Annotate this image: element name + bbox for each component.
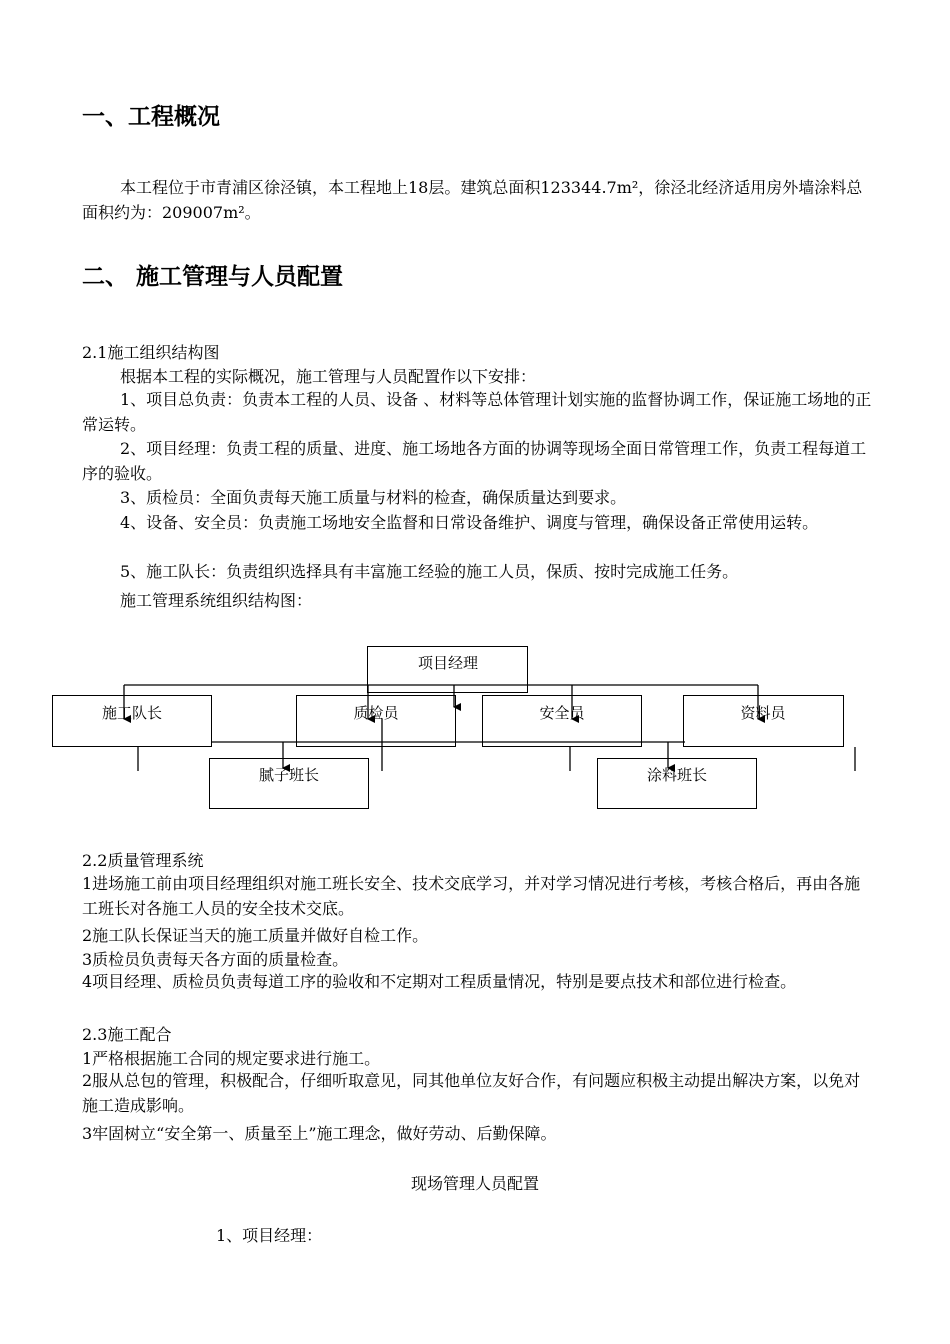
org-label-inspector: 质检员 <box>353 704 399 722</box>
coop-item-2: 2服从总包的管理，积极配合，仔细听取意见，同其他单位友好合作，有问题应积极主动提出解决方案，以免对施工造成影响。 <box>82 1071 861 1115</box>
org-label-safety: 安全员 <box>539 704 585 722</box>
duty-item-3: 3、质检员：全面负责每天施工质量与材料的检查，确保质量达到要求。 <box>120 488 627 507</box>
org-label-records: 资料员 <box>740 704 786 722</box>
staff-item-1: 1、项目经理： <box>216 1226 323 1245</box>
duty-item-2: 2、项目经理：负责工程的质量、进度、施工场地各方面的协调等现场全面日常管理工作，负责工程每道工序的验收。 <box>82 439 867 483</box>
section1-title: 一、工程概况 <box>82 104 220 130</box>
org-label-captain: 施工队长 <box>101 704 163 722</box>
section23-title: 2.3施工配合 <box>82 1025 172 1044</box>
duty-item-4: 4、设备、安全员：负责施工场地安全监督和日常设备维护、调度与管理，确保设备正常使用运转。 <box>120 513 819 532</box>
org-label-putty: 腻子班长 <box>258 766 320 784</box>
section21-title: 2.1施工组织结构图 <box>82 343 220 362</box>
quality-item-1: 1进场施工前由项目经理组织对施工班长安全、技术交底学习，并对学习情况进行考核，考核合格后，再由各施工班长对各施工人员的安全技术交底。 <box>82 874 861 918</box>
duty-item-1: 1、项目总负责：负责本工程的人员、设备 、材料等总体管理计划实施的监督协调工作，保证施工场地的正常运转。 <box>82 390 872 434</box>
coop-item-3: 3牢固树立“安全第一、质量至上”施工理念，做好劳动、后勤保障。 <box>82 1124 557 1143</box>
quality-item-2: 2施工队长保证当天的施工质量并做好自检工作。 <box>82 926 429 945</box>
coop-item-1: 1严格根据施工合同的规定要求进行施工。 <box>82 1049 381 1068</box>
quality-item-3: 3质检员负责每天各方面的质量检查。 <box>82 950 349 969</box>
org-chart-intro: 施工管理系统组织结构图： <box>120 591 313 610</box>
section2-intro: 根据本工程的实际概况，施工管理与人员配置作以下安排： <box>120 367 537 386</box>
section2-title: 二、 施工管理与人员配置 <box>82 264 344 290</box>
staff-title: 现场管理人员配置 <box>410 1174 539 1193</box>
section1-paragraph: 本工程位于市青浦区徐泾镇，本工程地上18层。建筑总面积123344.7m²，徐泾北经济适用房外墙涂料总面积约为：209007m²。 <box>82 178 863 222</box>
section22-title: 2.2质量管理系统 <box>82 851 204 870</box>
duty-item-5: 5、施工队长：负责组织选择具有丰富施工经验的施工人员，保质、按时完成施工任务。 <box>120 562 739 581</box>
org-label-paint: 涂料班长 <box>646 766 708 784</box>
org-label-project-manager: 项目经理 <box>417 654 479 672</box>
quality-item-4: 4项目经理、质检员负责每道工序的验收和不定期对工程质量情况，特别是要点技术和部位进行检查。 <box>82 972 797 991</box>
